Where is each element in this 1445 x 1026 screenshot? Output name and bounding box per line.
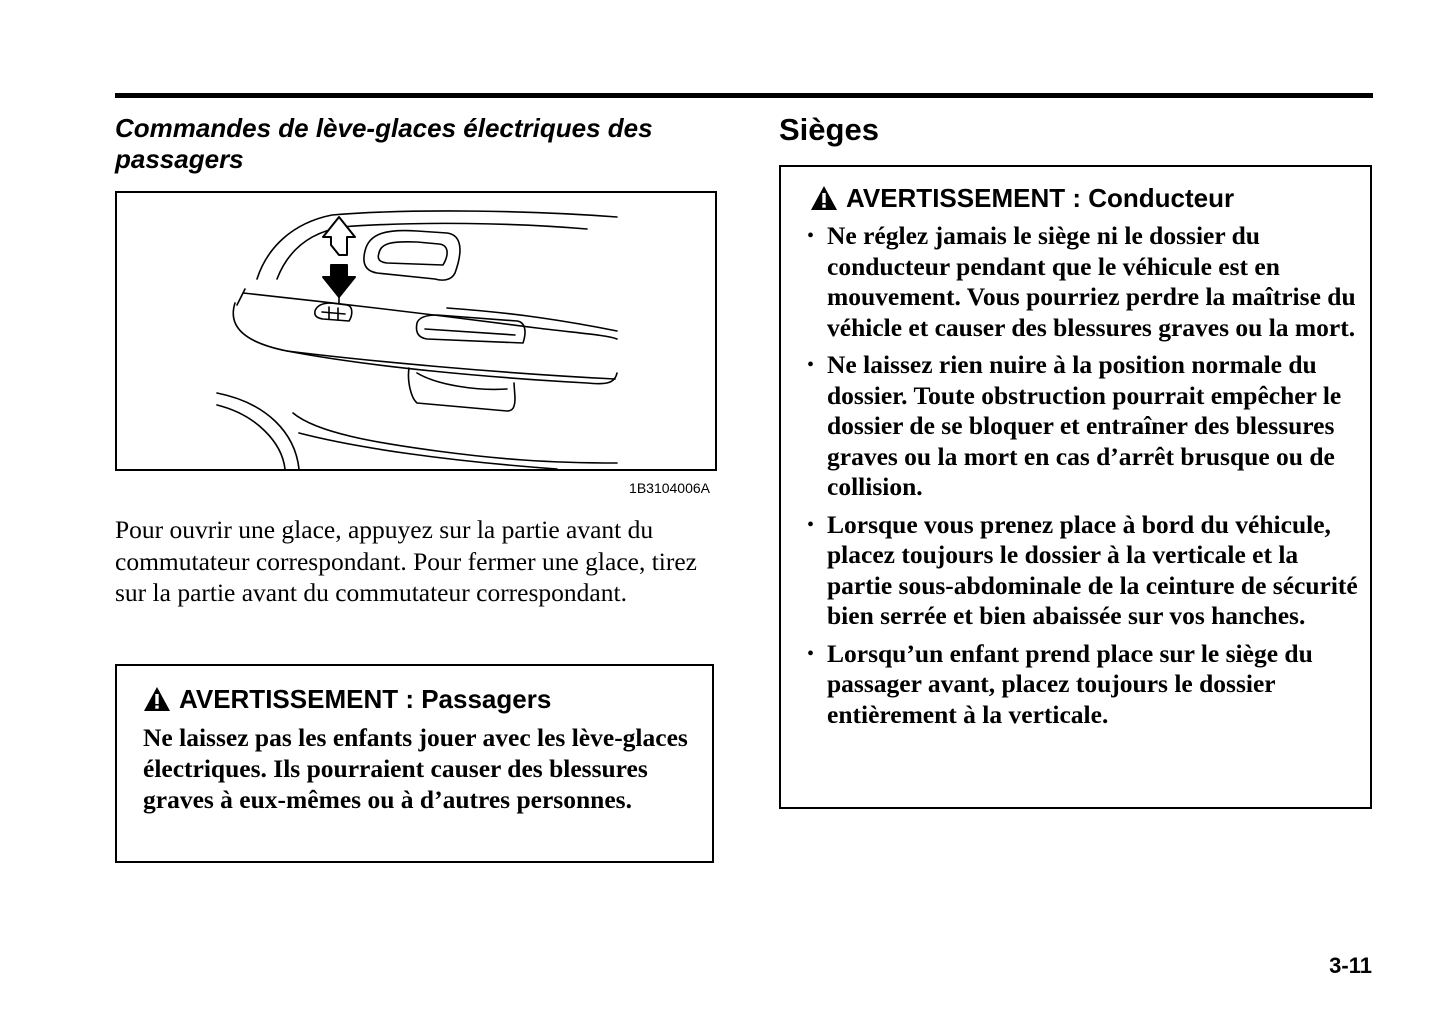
figure-code: 1B3104006A — [629, 480, 710, 496]
warning-title-text: AVERTISSEMENT : Conducteur — [846, 183, 1235, 213]
list-item — [805, 510, 1365, 632]
page-number: 3-11 — [1329, 953, 1372, 978]
bullet-text: Ne laissez rien nuire à la position normale du dossier. Toute obstruction pourrait empêcher le dossier de se bloquer et entraîner des blessures graves ou la mort en cas d’arrêt brusque ou de collision. — [827, 350, 1342, 501]
bullet-icon: • — [807, 513, 815, 536]
warning-title-passengers — [143, 684, 551, 714]
list-item — [805, 350, 1365, 503]
warning-title-driver — [810, 183, 1234, 213]
header-rule — [115, 93, 1373, 98]
list-item — [805, 639, 1365, 731]
section-heading-seats: Sièges — [779, 112, 879, 147]
warning-bullet-list — [805, 221, 1365, 737]
bullet-icon: • — [807, 642, 815, 665]
warning-box-passengers — [115, 664, 714, 863]
warning-triangle-icon — [810, 185, 838, 211]
bullet-text: Lorsque vous prenez place à bord du véhicule, placez toujours le dossier à la verticale et la partie sous-abdominale de la ceinture de sécurité bien serrée et bien abaissée sur vos hanches. — [827, 509, 1358, 630]
section-heading-windows: Commandes de lève-glaces électriques des passagers — [115, 113, 653, 174]
window-instructions-paragraph: Pour ouvrir une glace, appuyez sur la partie avant du commutateur correspondant. Pour fermer une glace, tirez sur la partie avant du commutateur correspondant. — [115, 515, 698, 607]
bullet-icon: • — [807, 354, 815, 376]
warning-text-passengers: Ne laissez pas les enfants jouer avec les lève-glaces électriques. Ils pourraient causer des blessures graves à eux-mêmes ou à d’autres personnes. — [143, 723, 688, 814]
list-item — [805, 221, 1365, 343]
bullet-text: Ne réglez jamais le siège ni le dossier du conducteur pendant que le véhicule est en mouvement. Vous pourriez perdre la maîtrise du véhicle et causer des blessures graves ou la mort. — [827, 221, 1356, 342]
bullet-text: Lorsqu’un enfant prend place sur le siège du passager avant, placez toujours le dossier entièrement à la verticale. — [827, 638, 1313, 729]
warning-box-driver — [779, 165, 1372, 809]
door-panel-illustration — [115, 191, 717, 471]
warning-triangle-icon — [143, 686, 171, 712]
bullet-icon: • — [807, 225, 815, 247]
warning-title-text: AVERTISSEMENT : Passagers — [179, 684, 552, 714]
